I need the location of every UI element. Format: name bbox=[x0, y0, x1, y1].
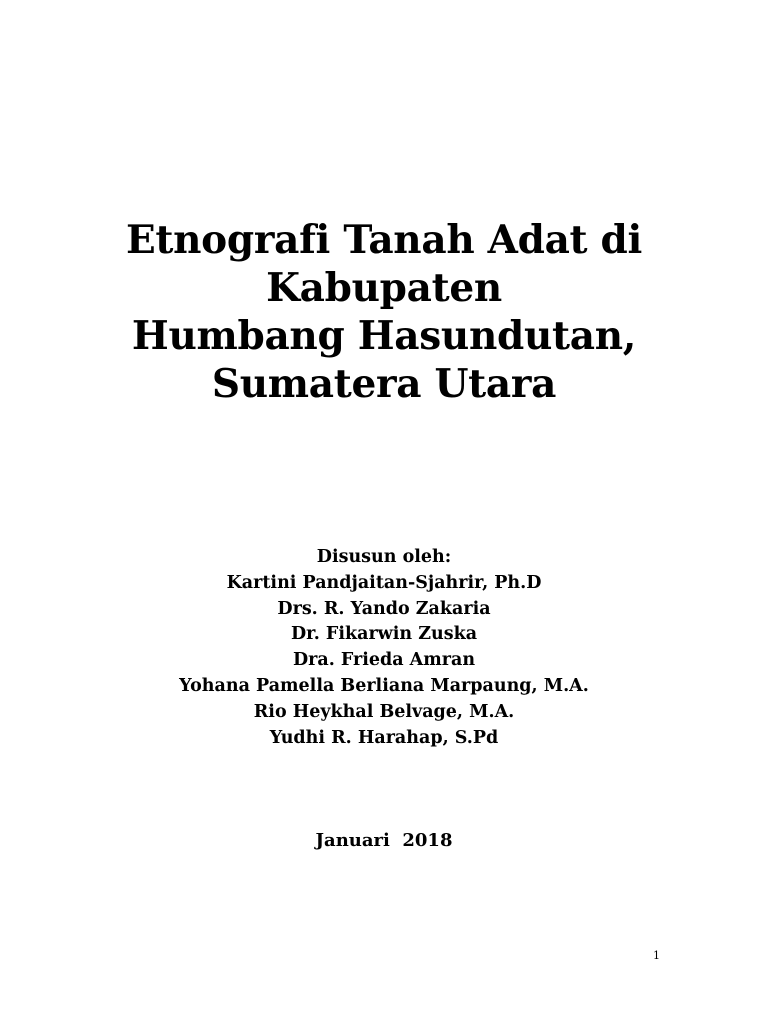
title-line-3: Humbang Hasundutan, bbox=[131, 313, 637, 359]
author-name: Dr. Fikarwin Zuska bbox=[290, 624, 478, 645]
author-name: Kartini Pandjaitan-Sjahrir, Ph.D bbox=[226, 572, 542, 593]
author-name: Drs. R. Yando Zakaria bbox=[277, 598, 491, 619]
authors-section bbox=[0, 545, 768, 751]
title-line-4: Sumatera Utara bbox=[211, 361, 557, 407]
compiled-by-label: Disusun oleh: bbox=[316, 547, 452, 567]
document-title bbox=[0, 216, 768, 408]
publication-date: Januari 2018 bbox=[315, 830, 453, 851]
author-name: Rio Heykhal Belvage, M.A. bbox=[253, 701, 515, 722]
author-name: Yohana Pamella Berliana Marpaung, M.A. bbox=[179, 675, 589, 696]
page-number: 1 bbox=[653, 949, 660, 962]
title-line-1: Etnografi Tanah Adat di bbox=[125, 217, 643, 263]
title-line-2: Kabupaten bbox=[266, 265, 502, 311]
author-name: Dra. Frieda Amran bbox=[292, 650, 476, 671]
author-name: Yudhi R. Harahap, S.Pd bbox=[269, 727, 499, 748]
